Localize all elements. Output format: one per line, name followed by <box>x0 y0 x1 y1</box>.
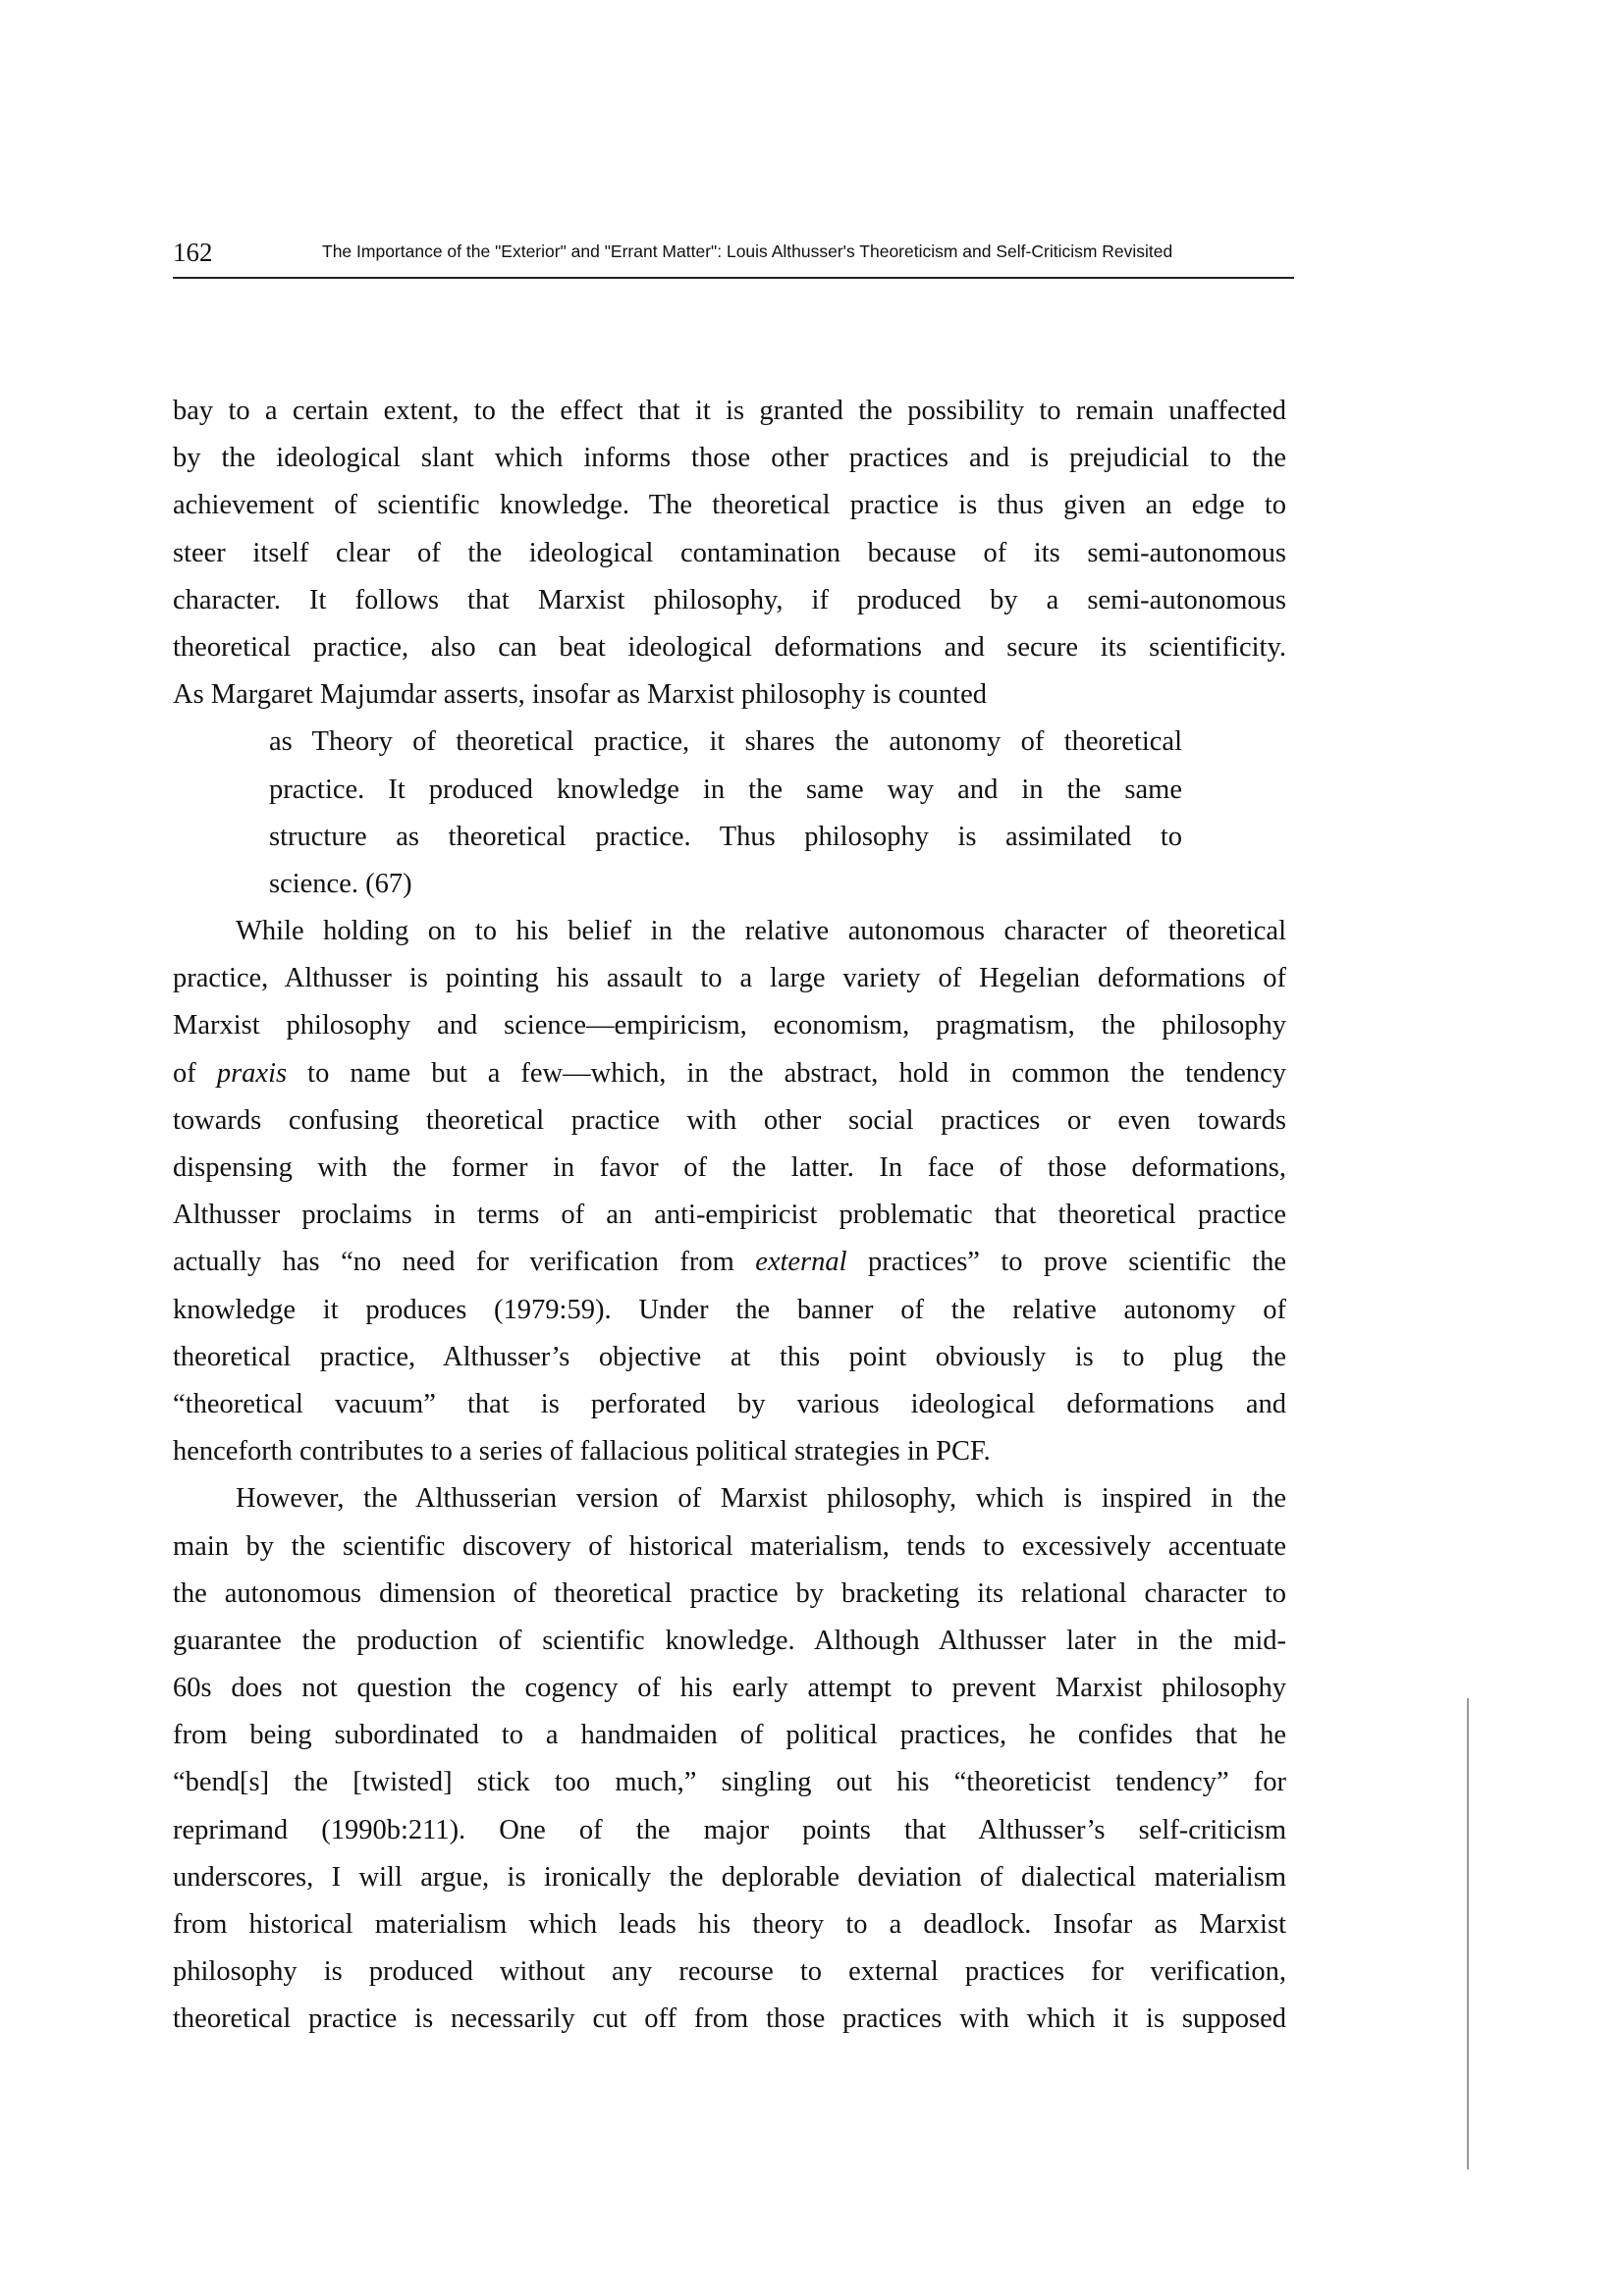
text-line <box>173 1050 1286 1097</box>
text-line: achievement of scientific knowledge. The theoretical practice is thus given an edge to <box>173 490 1286 521</box>
text-fragment: actually has “no need for verification from <box>173 1247 734 1278</box>
block-quote-line: science. (67) <box>269 868 412 899</box>
text-line: Althusser proclaims in terms of an anti-empiricist problematic that theoretical practice <box>173 1200 1286 1231</box>
text-line: philosophy is produced without any recourse to external practices for verification, <box>173 1956 1286 1988</box>
text-fragment: practices” to prove scientific the <box>868 1247 1287 1278</box>
text-line: As Margaret Majumdar asserts, insofar as Marxist philosophy is counted <box>173 679 987 711</box>
text-line: henceforth contributes to a series of fallacious political strategies in PCF. <box>173 1436 991 1468</box>
text-line: steer itself clear of the ideological contamination because of its semi-autonomous <box>173 537 1286 568</box>
paragraph-first-line: While holding on to his belief in the relative autonomous character of theoretical <box>236 916 1286 947</box>
text-line: 60s does not question the cogency of his early attempt to prevent Marxist philosophy <box>173 1673 1286 1704</box>
italic-term: praxis <box>216 1057 288 1089</box>
text-line: knowledge it produces (1979:59). Under the banner of the relative autonomy of <box>173 1294 1286 1325</box>
text-line <box>173 1239 1286 1286</box>
text-line: reprimand (1990b:211). One of the major points that Althusser’s self-criticism <box>173 1814 1286 1845</box>
text-line: theoretical practice, Althusser’s objective at this point obviously is to plug the <box>173 1341 1286 1372</box>
paragraph-first-line: However, the Althusserian version of Marxist philosophy, which is inspired in the <box>236 1483 1286 1515</box>
text-line: from being subordinated to a handmaiden of political practices, he confides that he <box>173 1720 1286 1751</box>
running-head <box>173 228 1294 279</box>
text-line: Marxist philosophy and science—empiricism, economism, pragmatism, the philosophy <box>173 1010 1286 1041</box>
text-line: “theoretical vacuum” that is perforated by various ideological deformations and <box>173 1388 1286 1419</box>
text-line: by the ideological slant which informs those other practices and is prejudicial to the <box>173 443 1286 474</box>
block-quote-line: as Theory of theoretical practice, it shares the autonomy of theoretical <box>269 726 1182 758</box>
text-line: theoretical practice is necessarily cut off from those practices with which it is supposed <box>173 2003 1286 2035</box>
text-fragment: to name but a few—which, in the abstract, hold in common the tendency <box>307 1057 1287 1089</box>
text-line: character. It follows that Marxist philosophy, if produced by a semi-autonomous <box>173 584 1286 615</box>
text-line: “bend[s] the [twisted] stick too much,” singling out his “theoreticist tendency” for <box>173 1767 1286 1798</box>
block-quote-line: structure as theoretical practice. Thus philosophy is assimilated to <box>269 821 1182 852</box>
running-title: The Importance of the "Exterior" and "Errant Matter": Louis Althusser's Theoreticism and Self-Criticism Revisited <box>322 241 1173 261</box>
text-line: main by the scientific discovery of historical materialism, tends to excessively accentuate <box>173 1530 1286 1562</box>
text-line: dispensing with the former in favor of the latter. In face of those deformations, <box>173 1152 1286 1183</box>
page-number: 162 <box>173 238 213 267</box>
text-line: underscores, I will argue, is ironically the deplorable deviation of dialectical materialism <box>173 1861 1286 1893</box>
block-quote-line: practice. It produced knowledge in the same way and in the same <box>269 774 1182 805</box>
text-fragment: of <box>173 1057 196 1089</box>
text-line: the autonomous dimension of theoretical practice by bracketing its relational character to <box>173 1577 1286 1609</box>
text-line: practice, Althusser is pointing his assault to a large variety of Hegelian deformations of <box>173 963 1286 994</box>
scan-margin-mark <box>1467 1698 1469 2169</box>
text-line: guarantee the production of scientific knowledge. Although Althusser later in the mid- <box>173 1625 1286 1656</box>
italic-term: external <box>755 1247 847 1278</box>
text-line: towards confusing theoretical practice with other social practices or even towards <box>173 1104 1286 1136</box>
text-line: theoretical practice, also can beat ideological deformations and secure its scientificity. <box>173 631 1286 663</box>
body-text <box>173 388 1286 2044</box>
text-line: bay to a certain extent, to the effect that it is granted the possibility to remain unaffected <box>173 396 1286 426</box>
text-line: from historical materialism which leads his theory to a deadlock. Insofar as Marxist <box>173 1909 1286 1940</box>
